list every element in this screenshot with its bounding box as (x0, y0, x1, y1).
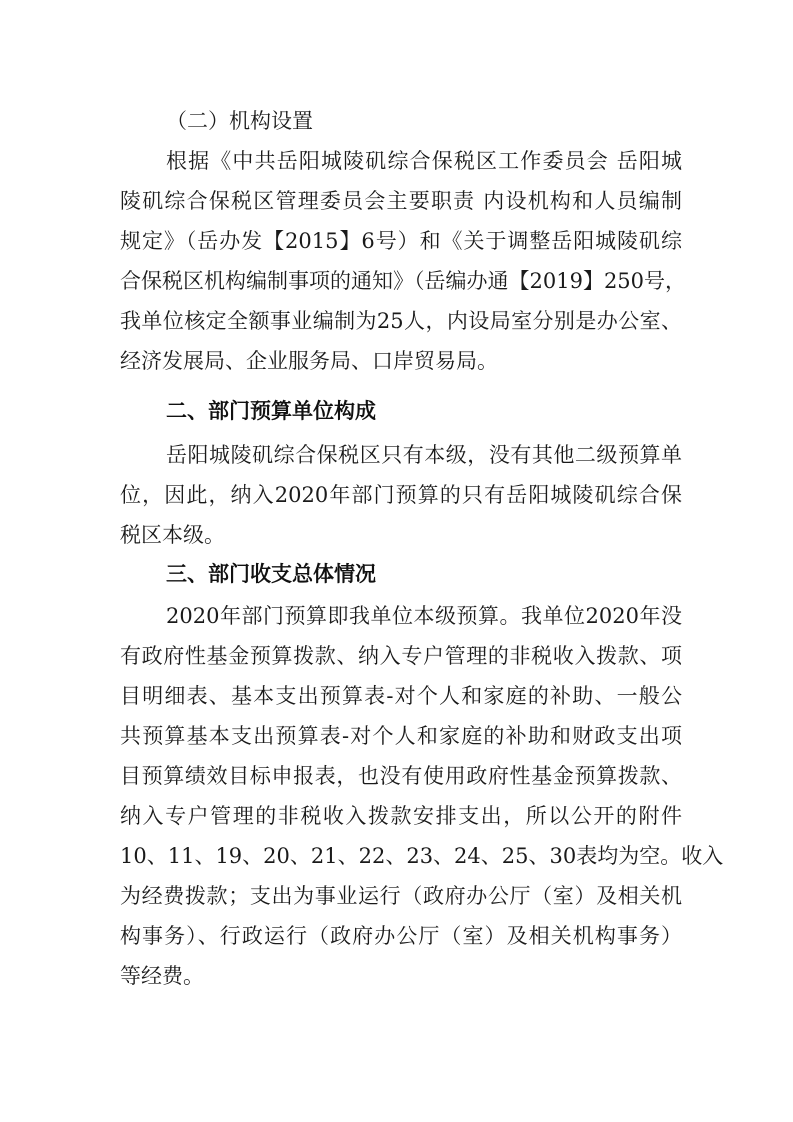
section-heading-org: （二）机构设置 (166, 109, 313, 133)
paragraph-line: 为经费拨款；支出为事业运行（政府办公厅（室）及相关机 (120, 884, 682, 908)
paragraph-line: 共预算基本支出预算表-对个人和家庭的补助和财政支出项 (120, 724, 682, 748)
paragraph-line: 10、11、19、20、21、22、23、24、25、30表均为空。收入 (120, 844, 724, 868)
paragraph-line: 规定》（岳办发【2015】6号）和《关于调整岳阳城陵矶综 (120, 229, 682, 253)
paragraph-line: 陵矶综合保税区管理委员会主要职责 内设机构和人员编制 (120, 189, 682, 213)
paragraph-line: 纳入专户管理的非税收入拨款安排支出，所以公开的附件 (120, 804, 682, 828)
paragraph-line: 位，因此，纳入2020年部门预算的只有岳阳城陵矶综合保 (120, 483, 682, 507)
paragraph-line: 税区本级。 (120, 523, 225, 547)
section-heading-income-expense: 三、部门收支总体情况 (166, 562, 376, 586)
paragraph-line: 经济发展局、企业服务局、口岸贸易局。 (120, 349, 498, 373)
paragraph-line: 目预算绩效目标申报表，也没有使用政府性基金预算拨款、 (120, 764, 682, 788)
paragraph-line: 构事务）、行政运行（政府办公厅（室）及相关机构事务） (120, 924, 682, 948)
paragraph-line: 根据《中共岳阳城陵矶综合保税区工作委员会 岳阳城 (166, 149, 682, 173)
paragraph-line: 我单位核定全额事业编制为25人，内设局室分别是办公室、 (120, 309, 682, 333)
paragraph-line: 目明细表、基本支出预算表-对个人和家庭的补助、一般公 (120, 684, 682, 708)
paragraph-line: 等经费。 (120, 964, 204, 988)
paragraph-line: 合保税区机构编制事项的通知》（岳编办通【2019】250号， (120, 269, 687, 293)
paragraph-line: 岳阳城陵矶综合保税区只有本级，没有其他二级预算单 (166, 443, 682, 467)
section-heading-budget-units: 二、部门预算单位构成 (166, 399, 376, 423)
paragraph-line: 2020年部门预算即我单位本级预算。我单位2020年没 (166, 604, 682, 628)
paragraph-line: 有政府性基金预算拨款、纳入专户管理的非税收入拨款、项 (120, 644, 682, 668)
